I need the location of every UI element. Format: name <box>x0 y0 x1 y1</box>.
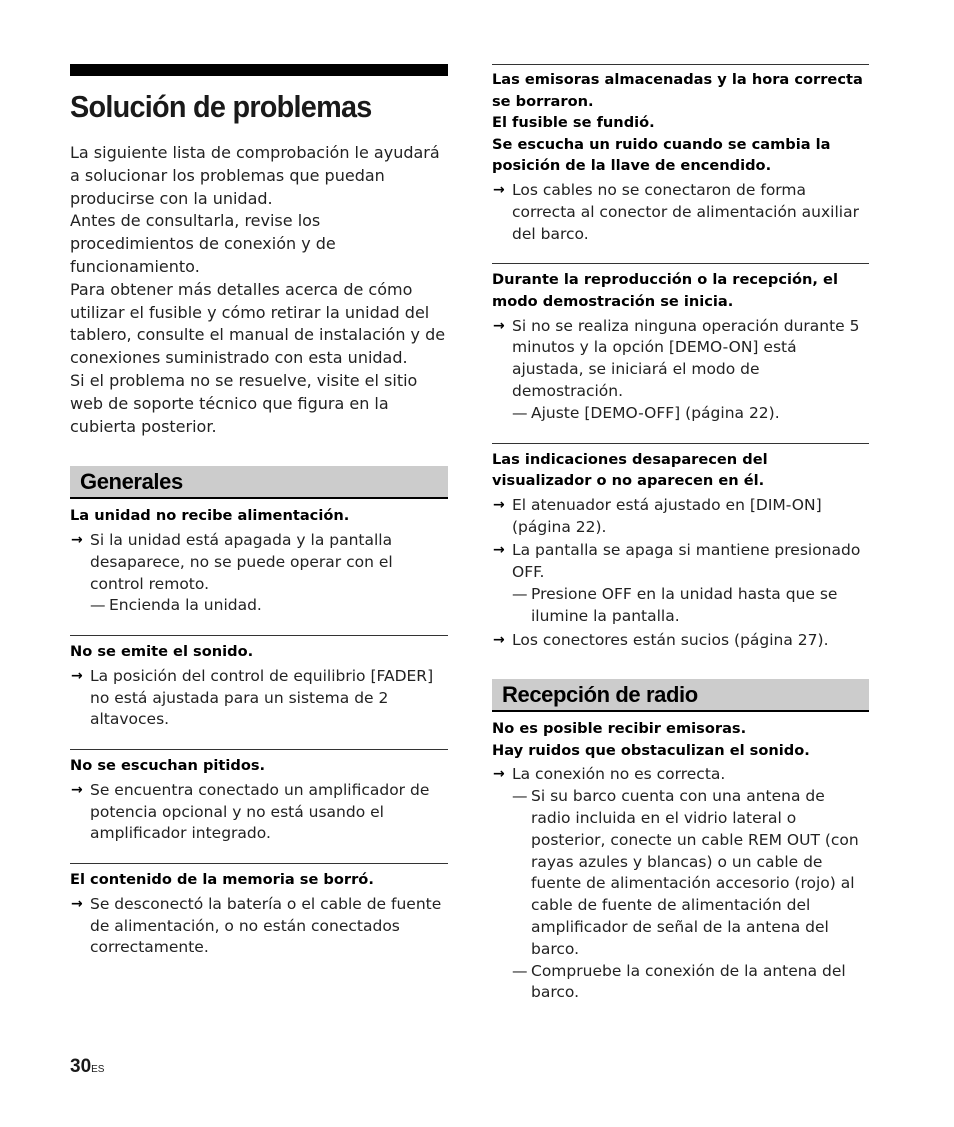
trouble-item <box>492 718 869 1004</box>
solution-item: → La conexión no es correcta. <box>492 764 869 786</box>
trouble-item <box>492 64 869 245</box>
trouble-item <box>70 505 448 617</box>
solution-item: → Los cables no se conectaron de forma correcta al conector de alimentación auxiliar del barco. <box>493 180 859 243</box>
arrow-icon: → <box>493 496 505 513</box>
arrow-icon: → <box>71 895 83 912</box>
arrow-icon: → <box>493 181 505 198</box>
intro-text <box>70 142 448 438</box>
solution-item: → La posición del control de equilibrio [FADER] no está ajustada para un sistema de 2 altavoces. <box>71 666 434 729</box>
problem-heading: Las indicaciones desaparecen del visualizador o no aparecen en él. <box>492 450 768 490</box>
solution-item: → Si no se realiza ninguna operación durante 5 minutos y la opción [DEMO-ON] está ajustada, se iniciará el modo de demostración. <box>493 316 860 400</box>
dash-icon: — <box>90 596 106 615</box>
intro-paragraph: Para obtener más detalles acerca de cómo utilizar el fusible y cómo retirar la unidad del tablero, consulte el manual de instalación y de conexiones suministrado con esta unidad. <box>70 279 446 368</box>
remedy-item: — Presione OFF en la unidad hasta que se ilumine la pantalla. <box>512 584 838 625</box>
trouble-item <box>70 863 448 959</box>
page-number-value: 30 <box>70 1056 92 1077</box>
solution-item: → Los conectores están sucios (página 27). <box>492 630 869 652</box>
solution-item: → El atenuador está ajustado en [DIM-ON] (página 22). <box>493 495 822 536</box>
intro-paragraph: La siguiente lista de comprobación le ayudará a solucionar los problemas que puedan producirse con la unidad. <box>70 143 440 208</box>
solution-item: → Si la unidad está apagada y la pantalla desaparece, no se puede operar con el control remoto. <box>71 530 393 593</box>
problem-heading: No es posible recibir emisoras. <box>492 720 747 738</box>
section-heading-recepcion-de-radio: Recepción de radio <box>492 679 869 712</box>
right-column <box>492 64 869 1004</box>
remedy-item: — Si su barco cuenta con una antena de radio incluida en el vidrio lateral o posterior, conecte un cable REM OUT (con rayas azules y blancas) o un cable de fuente de alimentación accesorio (rojo) al cable de fuente de alimentación del amplificador de señal de la antena del barco. <box>512 787 859 958</box>
arrow-icon: → <box>493 542 505 559</box>
remedy-item: — Compruebe la conexión de la antena del barco. <box>512 961 846 1002</box>
page-title: Solución de problemas <box>70 89 372 124</box>
problem-heading: Se escucha un ruido cuando se cambia la posición de la llave de encendido. <box>492 135 831 175</box>
title-rule <box>70 64 448 76</box>
trouble-item <box>492 443 869 652</box>
trouble-item <box>492 263 869 424</box>
problem-heading: La unidad no recibe alimentación. <box>70 507 350 525</box>
problem-heading: No se emite el sonido. <box>70 643 254 661</box>
problem-heading: El contenido de la memoria se borró. <box>70 871 374 889</box>
arrow-icon: → <box>493 766 505 783</box>
arrow-icon: → <box>71 531 83 548</box>
problem-heading: El fusible se fundió. <box>492 114 655 132</box>
intro-paragraph: Si el problema no se resuelve, visite el sitio web de soporte técnico que figura en la cubierta posterior. <box>70 370 418 436</box>
dash-icon: — <box>512 961 528 980</box>
arrow-icon: → <box>493 317 505 334</box>
page-number <box>70 1056 104 1078</box>
solution-item: → Se desconectó la batería o el cable de fuente de alimentación, o no están conectados correctamente. <box>71 894 442 957</box>
problem-heading: No se escuchan pitidos. <box>70 757 266 775</box>
dash-icon: — <box>512 584 528 603</box>
intro-paragraph: Antes de consultarla, revise los procedimientos de conexión y de funcionamiento. <box>70 211 336 276</box>
solution-item: → La pantalla se apaga si mantiene presionado OFF. <box>493 541 861 582</box>
trouble-item <box>70 749 448 845</box>
trouble-item <box>70 635 448 731</box>
section-heading-generales: Generales <box>70 466 448 499</box>
problem-heading: Hay ruidos que obstaculizan el sonido. <box>492 741 810 759</box>
dash-icon: — <box>512 787 528 806</box>
remedy-item: — Encienda la unidad. <box>70 595 448 617</box>
arrow-icon: → <box>71 781 83 798</box>
problem-heading: Las emisoras almacenadas y la hora correcta se borraron. <box>492 71 863 110</box>
problem-heading: Durante la reproducción o la recepción, el modo demostración se inicia. <box>492 271 838 310</box>
language-suffix: ES <box>91 1064 105 1075</box>
remedy-item: — Ajuste [DEMO-OFF] (página 22). <box>492 403 869 425</box>
arrow-icon: → <box>493 631 505 648</box>
arrow-icon: → <box>71 667 83 684</box>
left-column <box>70 64 448 959</box>
solution-item: → Se encuentra conectado un amplificador de potencia opcional y no está usando el amplificador integrado. <box>71 780 430 843</box>
dash-icon: — <box>512 403 528 422</box>
